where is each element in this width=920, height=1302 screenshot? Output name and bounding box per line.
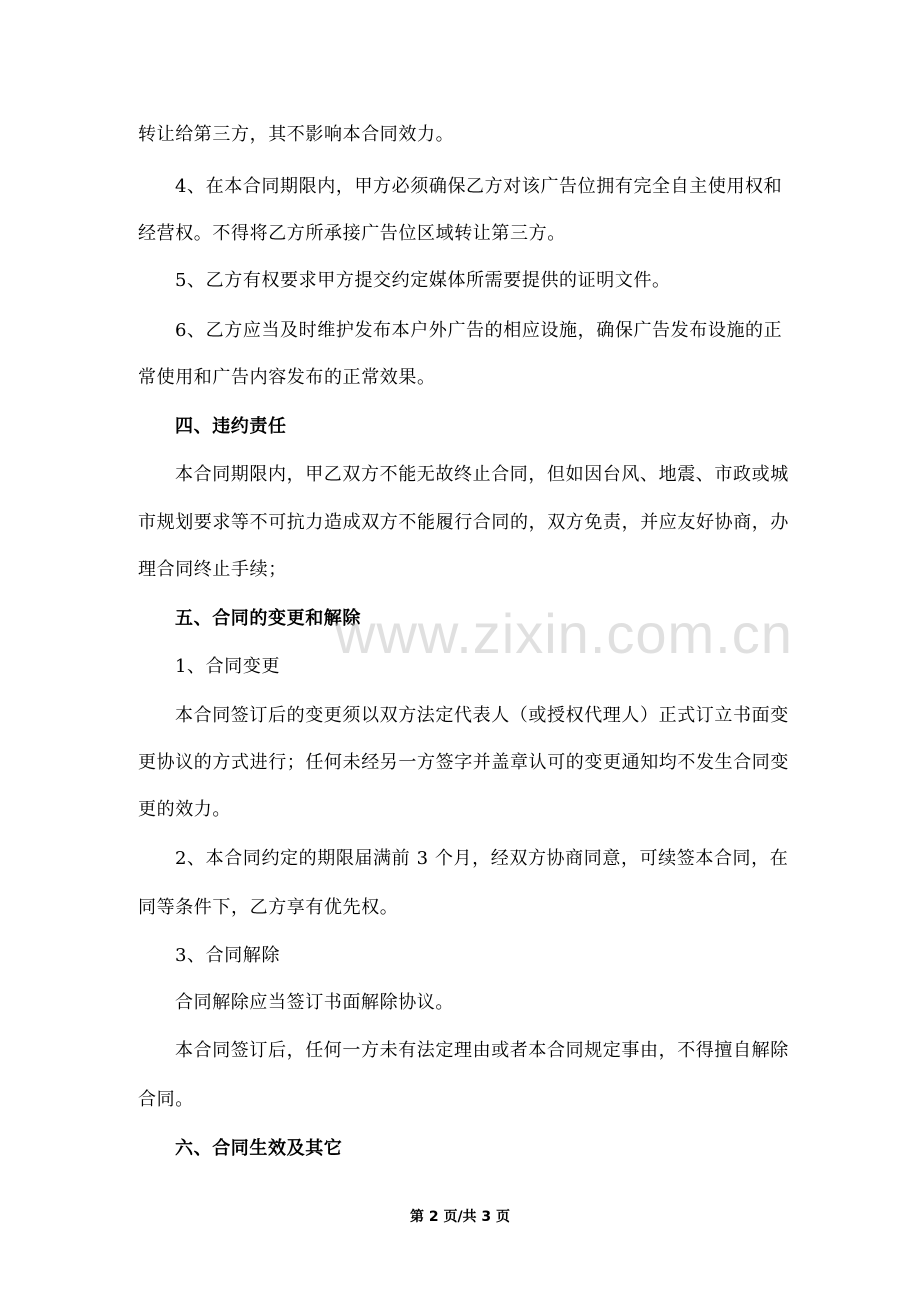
paragraph-line: 本合同期限内，甲乙双方不能无故终止合同，但如因台风、地震、市政或城 — [175, 464, 789, 485]
paragraph-line: 理合同终止手续； — [138, 559, 287, 580]
paragraph-line: 常使用和广告内容发布的正常效果。 — [138, 367, 436, 388]
paragraph-line: 同等条件下，乙方享有优先权。 — [138, 897, 399, 918]
paragraph-line: 本合同签订后的变更须以双方法定代表人（或授权代理人）正式订立书面变 — [175, 705, 789, 726]
paragraph-line: 合同解除应当签订书面解除协议。 — [175, 992, 454, 1013]
page-number-footer: 第 2 页/共 3 页 — [409, 1209, 511, 1225]
paragraph-line: 6、乙方应当及时维护发布本户外广告的相应设施，确保广告发布设施的正 — [175, 320, 783, 341]
paragraph-line: 1、合同变更 — [175, 656, 281, 677]
paragraph-line: 转让给第三方，其不影响本合同效力。 — [138, 124, 455, 145]
paragraph-line: 更的效力。 — [138, 799, 231, 820]
paragraph-line: 市规划要求等不可抗力造成双方不能履行合同的，双方免责，并应友好协商，办 — [138, 512, 789, 533]
paragraph-line: 合同。 — [138, 1089, 194, 1110]
paragraph-line: 3、合同解除 — [175, 945, 281, 966]
paragraph-line: 本合同签订后，任何一方未有法定理由或者本合同规定事由，不得擅自解除 — [175, 1040, 789, 1061]
paragraph-line: 5、乙方有权要求甲方提交约定媒体所需要提供的证明文件。 — [175, 270, 671, 291]
paragraph-line: 4、在本合同期限内，甲方必须确保乙方对该广告位拥有完全自主使用权和 — [175, 176, 783, 197]
watermark-text: www.zixin.com.cn — [335, 602, 793, 665]
paragraph-line: 更协议的方式进行；任何未经另一方签字并盖章认可的变更通知均不发生合同变 — [138, 752, 789, 773]
paragraph-line: 2、本合同约定的期限届满前 3 个月，经双方协商同意，可续签本合同，在 — [175, 848, 789, 869]
section-heading: 五、合同的变更和解除 — [175, 608, 361, 629]
section-heading: 四、违约责任 — [175, 416, 287, 437]
paragraph-line: 经营权。不得将乙方所承接广告位区域转让第三方。 — [138, 223, 566, 244]
section-heading: 六、合同生效及其它 — [175, 1138, 343, 1159]
